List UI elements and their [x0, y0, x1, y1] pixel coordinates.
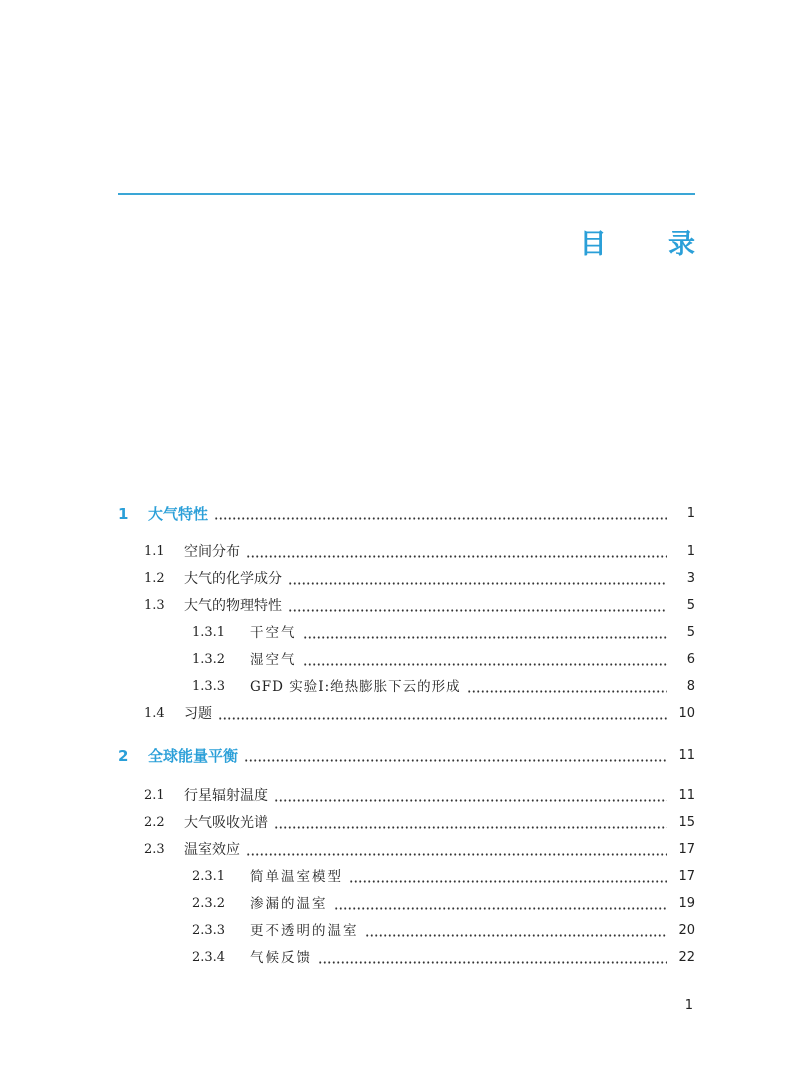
entry-title: 气候反馈: [250, 950, 312, 966]
toc-section-entry[interactable]: [118, 595, 695, 617]
entry-number: 1.3.3: [192, 679, 226, 694]
entry-title: 大气特性: [148, 505, 209, 523]
toc-section-entry[interactable]: [118, 812, 695, 834]
entry-number: 2.3.2: [192, 896, 226, 911]
dot-leader: [246, 853, 667, 856]
entry-title: 大气的物理特性: [184, 598, 282, 614]
entry-number: 1.2: [144, 571, 165, 586]
page-title: 目 录: [579, 229, 721, 260]
dot-leader: [467, 690, 667, 693]
entry-number: 2.3.1: [192, 869, 226, 884]
entry-title: 湿空气: [250, 652, 297, 668]
dot-leader: [334, 907, 668, 910]
entry-title: 行星辐射温度: [184, 788, 268, 804]
toc-subsection-entry[interactable]: [118, 920, 695, 942]
entry-title: GFD 实验Ⅰ:绝热膨胀下云的形成: [250, 679, 461, 695]
toc-subsection-entry[interactable]: [118, 649, 695, 671]
toc-section-entry[interactable]: [118, 568, 695, 590]
entry-page: 19: [678, 896, 695, 911]
entry-title: 温室效应: [184, 842, 240, 858]
entry-page: 1: [686, 506, 695, 521]
toc-subsection-entry[interactable]: [118, 893, 695, 915]
toc-subsection-entry[interactable]: [118, 622, 695, 644]
toc-subsection-entry[interactable]: [118, 866, 695, 888]
entry-page: 15: [678, 815, 695, 830]
toc-section-entry[interactable]: [118, 785, 695, 807]
entry-page: 22: [678, 950, 695, 965]
entry-number: 1.3: [144, 598, 165, 613]
entry-number: 2.2: [144, 815, 165, 830]
dot-leader: [303, 636, 668, 639]
entry-number: 2.3: [144, 842, 165, 857]
entry-title: 大气吸收光谱: [184, 815, 268, 831]
entry-number: 2.3.3: [192, 923, 226, 938]
toc-section-entry[interactable]: [118, 541, 695, 563]
dot-leader: [365, 934, 668, 937]
dot-leader: [244, 759, 667, 762]
dot-leader: [288, 582, 667, 585]
entry-page: 5: [686, 598, 695, 613]
toc-section-entry[interactable]: [118, 839, 695, 861]
dot-leader: [288, 609, 667, 612]
entry-number: 1.4: [144, 706, 165, 721]
entry-title: 干空气: [250, 625, 297, 641]
toc-section-entry[interactable]: [118, 703, 695, 725]
entry-page: 17: [678, 842, 695, 857]
entry-title: 空间分布: [184, 544, 240, 560]
entry-page: 20: [678, 923, 695, 938]
entry-number: 2: [118, 747, 129, 765]
header-rule: [118, 193, 695, 195]
dot-leader: [274, 799, 667, 802]
entry-number: 1.3.1: [192, 625, 226, 640]
dot-leader: [318, 961, 667, 964]
entry-number: 1.1: [144, 544, 165, 559]
entry-title: 大气的化学成分: [184, 571, 282, 587]
entry-title: 渗漏的温室: [250, 896, 328, 912]
entry-number: 2.1: [144, 788, 165, 803]
entry-page: 3: [686, 571, 695, 586]
dot-leader: [246, 555, 667, 558]
entry-title: 简单温室模型: [250, 869, 343, 885]
page-number: 1: [684, 998, 693, 1013]
entry-page: 11: [678, 748, 695, 763]
entry-page: 1: [686, 544, 695, 559]
entry-number: 2.3.4: [192, 950, 226, 965]
entry-number: 1: [118, 505, 129, 523]
toc-chapter-entry[interactable]: [118, 503, 695, 525]
toc-chapter-entry[interactable]: [118, 745, 695, 767]
entry-page: 5: [686, 625, 695, 640]
entry-page: 8: [686, 679, 695, 694]
entry-number: 1.3.2: [192, 652, 226, 667]
entry-title: 习题: [184, 706, 212, 722]
entry-page: 11: [678, 788, 695, 803]
entry-page: 6: [686, 652, 695, 667]
dot-leader: [349, 880, 667, 883]
dot-leader: [218, 717, 667, 720]
dot-leader: [214, 517, 667, 520]
toc-subsection-entry[interactable]: [118, 676, 695, 698]
toc-subsection-entry[interactable]: [118, 947, 695, 969]
dot-leader: [303, 663, 668, 666]
entry-title: 更不透明的温室: [250, 923, 359, 939]
entry-page: 17: [678, 869, 695, 884]
entry-title: 全球能量平衡: [148, 747, 239, 765]
entry-page: 10: [678, 706, 695, 721]
dot-leader: [274, 826, 667, 829]
